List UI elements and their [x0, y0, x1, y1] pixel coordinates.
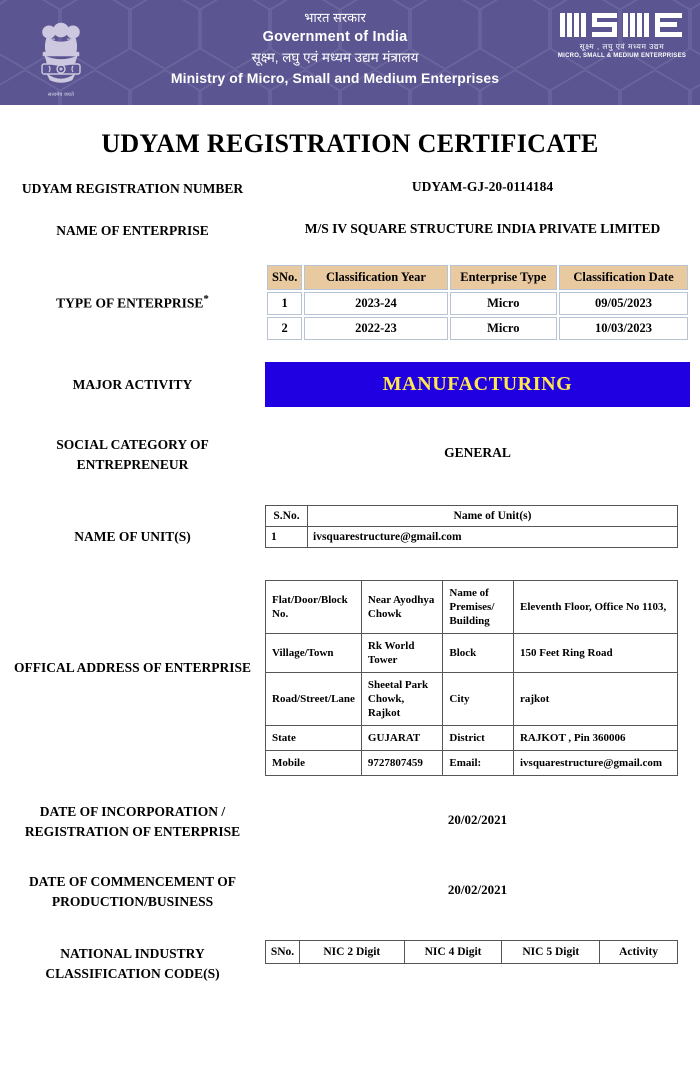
government-hindi-text: भारत सरकार: [304, 10, 366, 25]
nic-label: [0, 940, 265, 984]
address-key-road: Road/Street/Lane: [266, 673, 362, 726]
state-emblem-icon: [30, 6, 92, 98]
date-incorporation-label-line2: REGISTRATION OF ENTERPRISE: [24, 824, 241, 839]
type-of-enterprise-label-text: TYPE OF ENTERPRISE: [56, 295, 204, 311]
classification-cell-year: 2022-23: [304, 317, 447, 340]
table-row: [266, 634, 678, 673]
classification-header-year: Classification Year: [304, 265, 447, 290]
classification-cell-type: Micro: [450, 317, 557, 340]
nic-label-line1: NATIONAL INDUSTRY: [60, 946, 205, 961]
nic-header-2digit: NIC 2 Digit: [299, 941, 404, 964]
government-english-text: Government of India: [262, 29, 408, 45]
units-header-sno: S.No.: [266, 506, 308, 527]
row-type-of-enterprise: [0, 263, 700, 342]
page-title: UDYAM REGISTRATION CERTIFICATE: [101, 129, 599, 158]
units-cell-sno: 1: [266, 527, 308, 548]
address-value-block: 150 Feet Ring Road: [513, 634, 677, 673]
table-row: [266, 581, 678, 634]
address-value-district: RAJKOT , Pin 360006: [513, 726, 677, 751]
social-category-label: [0, 435, 265, 475]
row-nic-codes: [0, 940, 700, 984]
social-category-label-line2: ENTREPRENEUR: [76, 457, 189, 472]
address-key-district: District: [443, 726, 514, 751]
emblem-motto-text: सत्यमेव जयते: [47, 92, 75, 98]
msme-wordmark-icon: [558, 10, 686, 40]
enterprise-name-label: NAME OF ENTERPRISE: [56, 223, 209, 238]
date-incorporation-value: 20/02/2021: [447, 812, 508, 827]
row-social-category: [0, 435, 700, 475]
nic-table-header-row: [266, 941, 678, 964]
address-value-village: Rk World Tower: [361, 634, 442, 673]
classification-cell-year: 2023-24: [304, 292, 447, 315]
table-row: [266, 751, 678, 776]
row-date-of-incorporation: [0, 802, 700, 842]
row-official-address: [0, 580, 700, 776]
msme-logo-english-text: MICRO, SMALL & MEDIUM ENTERPRISES: [557, 53, 687, 59]
address-key-state: State: [266, 726, 362, 751]
address-key-mobile: Mobile: [266, 751, 362, 776]
address-value-road: Sheetal Park Chowk, Rajkot: [361, 673, 442, 726]
date-commencement-label-line2: PRODUCTION/BUSINESS: [51, 894, 214, 909]
nic-header-5digit: NIC 5 Digit: [502, 941, 600, 964]
date-incorporation-label-line1: DATE OF INCORPORATION /: [39, 804, 226, 819]
nic-header-sno: SNo.: [266, 941, 300, 964]
nic-label-line2: CLASSIFICATION CODE(S): [45, 966, 220, 981]
classification-cell-type: Micro: [450, 292, 557, 315]
row-enterprise-name: [0, 221, 700, 241]
address-key-block: Block: [443, 634, 514, 673]
classification-table-wrapper: [265, 263, 700, 342]
address-value-flat: Near Ayodhya Chowk: [361, 581, 442, 634]
address-key-flat: Flat/Door/Block No.: [266, 581, 362, 634]
table-row: [266, 673, 678, 726]
address-value-mobile: 9727807459: [361, 751, 442, 776]
ministry-hindi-text: सूक्ष्म, लघु एवं मध्यम उद्यम मंत्रालय: [251, 50, 419, 65]
certificate-fields: [0, 179, 700, 984]
address-value-state: GUJARAT: [361, 726, 442, 751]
ministry-english-text: Ministry of Micro, Small and Medium Enterprises: [170, 70, 500, 86]
certificate-header-banner: [0, 0, 700, 105]
date-commencement-label: [0, 872, 265, 912]
social-category-value: GENERAL: [444, 445, 511, 460]
classification-cell-date: 09/05/2023: [559, 292, 688, 315]
classification-cell-date: 10/03/2023: [559, 317, 688, 340]
ministry-title-block: [110, 8, 560, 88]
row-major-activity: [0, 362, 700, 407]
units-header-name: Name of Unit(s): [308, 506, 678, 527]
nic-header-4digit: NIC 4 Digit: [404, 941, 502, 964]
address-value-email: ivsquarestructure@gmail.com: [513, 751, 677, 776]
social-category-label-line1: SOCIAL CATEGORY OF: [56, 437, 209, 452]
classification-cell-sno: 1: [267, 292, 302, 315]
name-of-units-label: NAME OF UNIT(S): [74, 529, 191, 544]
classification-table-header-row: [267, 265, 688, 290]
table-row: [266, 527, 678, 548]
type-of-enterprise-asterisk: *: [203, 293, 209, 305]
row-registration-number: [0, 179, 700, 199]
address-key-city: City: [443, 673, 514, 726]
date-commencement-value: 20/02/2021: [447, 882, 508, 897]
address-key-email: Email:: [443, 751, 514, 776]
table-row: [266, 726, 678, 751]
row-date-of-commencement: [0, 872, 700, 912]
table-row: [267, 317, 688, 340]
major-activity-banner: MANUFACTURING: [265, 362, 690, 407]
units-table-header-row: [266, 506, 678, 527]
msme-logo: [556, 10, 688, 61]
address-value-premises: Eleventh Floor, Office No 1103,: [513, 581, 677, 634]
registration-number-label: UDYAM REGISTRATION NUMBER: [21, 181, 244, 196]
classification-header-date: Classification Date: [559, 265, 688, 290]
major-activity-label: MAJOR ACTIVITY: [72, 377, 193, 392]
nic-table: [265, 940, 678, 964]
classification-header-sno: SNo.: [267, 265, 302, 290]
type-of-enterprise-label: [0, 263, 265, 314]
table-row: [267, 292, 688, 315]
classification-header-type: Enterprise Type: [450, 265, 557, 290]
address-key-premises: Name of Premises/ Building: [443, 581, 514, 634]
nic-header-activity: Activity: [600, 941, 678, 964]
units-table: [265, 505, 678, 548]
registration-number-value: UDYAM-GJ-20-0114184: [411, 179, 554, 194]
date-incorporation-label: [0, 802, 265, 842]
date-commencement-label-line1: DATE OF COMMENCEMENT OF: [28, 874, 237, 889]
address-key-village: Village/Town: [266, 634, 362, 673]
row-name-of-units: [0, 505, 700, 548]
official-address-label: OFFICAL ADDRESS OF ENTERPRISE: [14, 660, 251, 675]
address-table: [265, 580, 678, 776]
enterprise-name-value: M/S IV SQUARE STRUCTURE INDIA PRIVATE LIMITED: [304, 221, 661, 236]
msme-logo-hindi-text: सूक्ष्म , लघु एवं मध्यम उद्यम: [579, 42, 665, 51]
classification-cell-sno: 2: [267, 317, 302, 340]
units-cell-name: ivsquarestructure@gmail.com: [308, 527, 678, 548]
classification-table: [265, 263, 690, 342]
address-value-city: rajkot: [513, 673, 677, 726]
